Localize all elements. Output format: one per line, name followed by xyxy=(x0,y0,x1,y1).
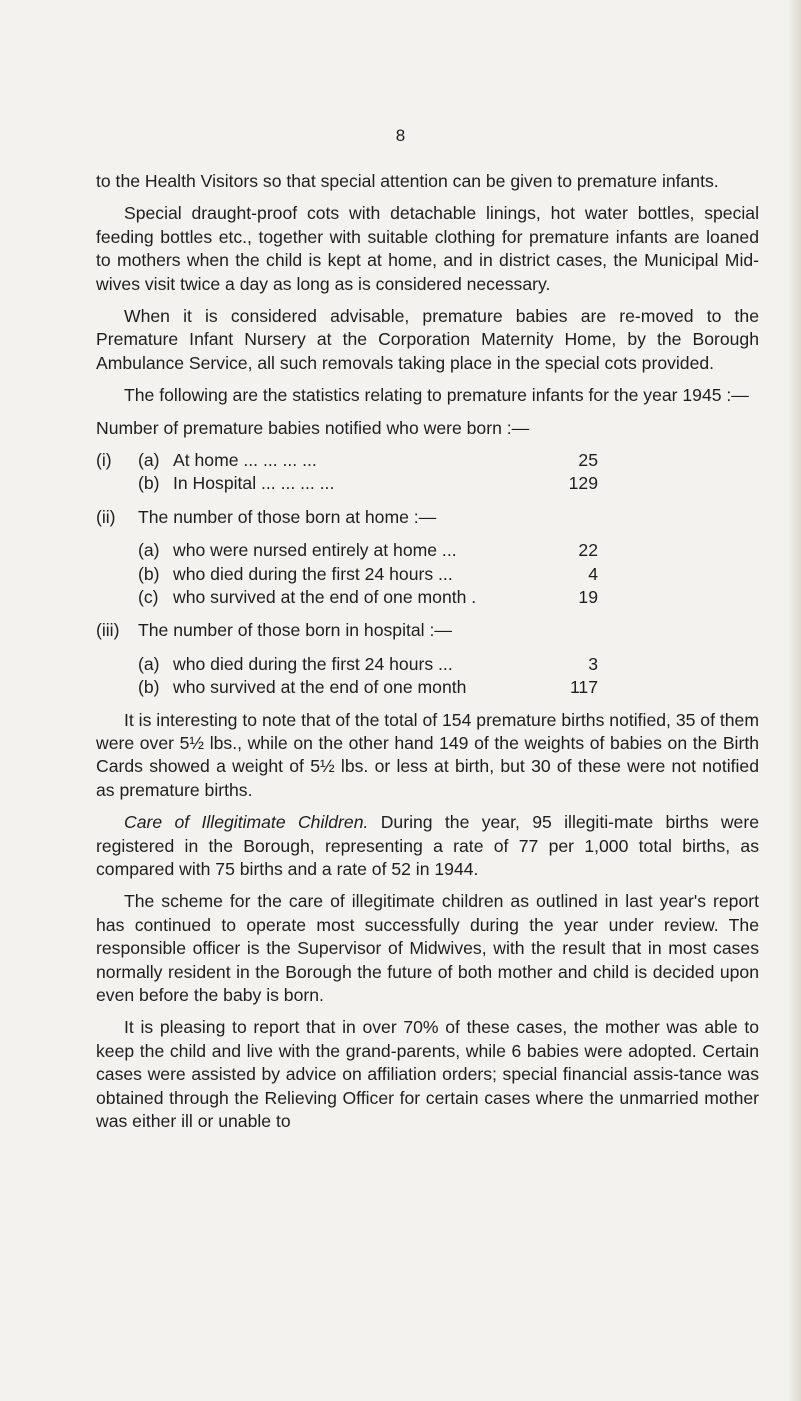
stat-numeral: (iii) xyxy=(96,620,120,641)
paragraph-number-notified: Number of premature babies notified who were born :— xyxy=(96,417,530,438)
paragraph-scheme: The scheme for the care of illegitimate children as outlined in last year's report has continued to operate most successfully during the year under review. The responsible officer is the Supervisor of Midwives, with the result that in most cases normally resident in the Borough the future of both mother and child is decided upon even before the baby is born. xyxy=(96,891,759,1006)
stat-letter: (b) xyxy=(138,563,160,584)
paragraph-removal: When it is considered advisable, premature babies are re-moved to the Premature Infant Nursery at the Corporation Maternity Home, by the Borough Ambulance Service, all such removals taking place in the special cots provided. xyxy=(96,306,759,373)
stat-row xyxy=(96,619,759,642)
stat-value: 129 xyxy=(568,473,598,494)
stat-row xyxy=(96,586,759,609)
stat-numeral: (i) xyxy=(96,450,112,471)
stat-heading: The number of those born at home :— xyxy=(138,506,437,527)
stat-row xyxy=(96,563,759,586)
stat-value: 19 xyxy=(578,587,598,608)
stat-value: 3 xyxy=(588,653,598,674)
stat-letter: (a) xyxy=(138,450,160,471)
paragraph-outcomes: It is pleasing to report that in over 70% of these cases, the mother was able to keep the child and live with the grand-parents, while 6 babies were adopted. Certain cases were assisted by advice on affiliation orders; special financial assis-tance was obtained through the Relieving Officer for certain cases where the unmarried mother was either ill or unable to xyxy=(96,1017,759,1132)
stat-letter: (b) xyxy=(138,473,160,494)
stat-letter: (c) xyxy=(138,587,159,608)
stat-value: 4 xyxy=(588,563,598,584)
stat-label: who survived at the end of one month . xyxy=(173,587,477,608)
page-number: 8 xyxy=(395,126,406,145)
stat-label: who survived at the end of one month xyxy=(173,677,467,698)
stat-heading: The number of those born in hospital :— xyxy=(138,620,452,641)
page-edge-shadow xyxy=(787,0,801,1401)
paragraph-statistics-intro: The following are the statistics relating to premature infants for the year 1945 :— xyxy=(124,385,749,406)
paragraph-weights: It is interesting to note that of the total of 154 premature births notified, 35 of them were over 5½ lbs., while on the other hand 149 of the weights of babies on the Birth Cards showed a weight of 5½ lbs. or less at birth, but 30 of these were not notified as premature births. xyxy=(96,709,759,800)
stat-row xyxy=(96,653,759,676)
section-heading: Care of Illegitimate Children. xyxy=(124,812,369,833)
statistics-table xyxy=(96,449,759,700)
page-content xyxy=(96,170,759,1142)
stat-row xyxy=(96,539,759,562)
stat-numeral: (ii) xyxy=(96,506,116,527)
paragraph-illegitimate-children xyxy=(96,811,759,881)
paragraph-illegitimate-text: During the year, 95 illegiti-mate births were registered in the Borough, representing a rate of 77 per 1,000 total births, as compared with 75 births and a rate of 52 in 1944. xyxy=(96,812,759,880)
stat-letter: (a) xyxy=(138,540,160,561)
stat-label: who died during the first 24 hours ... xyxy=(173,653,453,674)
stat-row xyxy=(96,506,759,529)
stat-label: who were nursed entirely at home ... xyxy=(173,540,457,561)
stat-row xyxy=(96,472,759,495)
paragraph-special-cots: Special draught-proof cots with detachable linings, hot water bottles, special feeding bottles etc., together with suitable clothing for premature infants are loaned to mothers when the child is kept at home, and in district cases, the Municipal Mid-wives visit twice a day as long as is considered necessary. xyxy=(96,203,759,294)
stat-letter: (b) xyxy=(138,677,160,698)
paragraph-continuation: to the Health Visitors so that special attention can be given to premature infants. xyxy=(96,171,719,191)
stat-label: who died during the first 24 hours ... xyxy=(173,563,453,584)
stat-label: At home ... ... ... ... xyxy=(173,450,317,471)
stat-row xyxy=(96,676,759,699)
stat-letter: (a) xyxy=(138,653,160,674)
stat-value: 25 xyxy=(578,450,598,471)
stat-label: In Hospital ... ... ... ... xyxy=(173,473,335,494)
stat-value: 117 xyxy=(569,677,598,698)
stat-value: 22 xyxy=(578,540,598,561)
stat-row xyxy=(96,449,759,472)
